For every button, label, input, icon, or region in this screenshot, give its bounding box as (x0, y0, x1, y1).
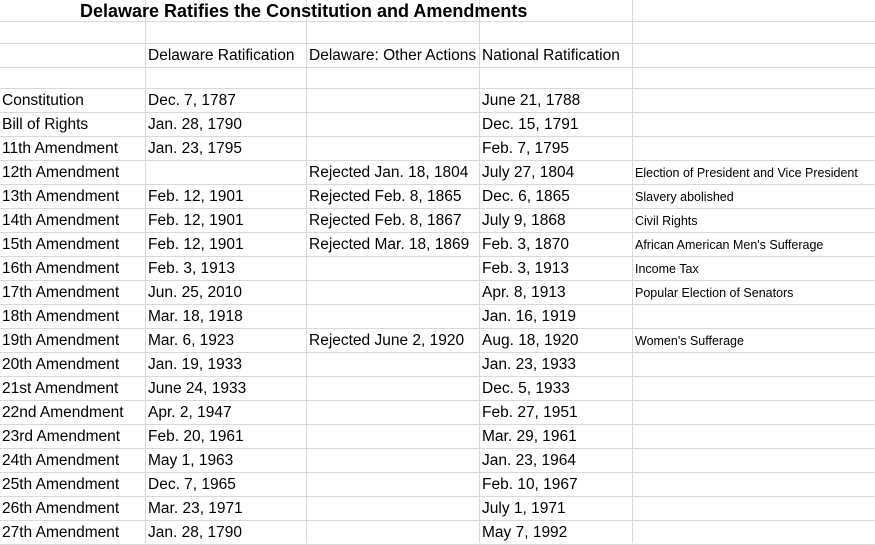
table-cell[interactable]: Feb. 3, 1913 (148, 260, 236, 277)
table-cell[interactable] (309, 521, 479, 544)
table-cell[interactable]: Mar. 6, 1923 (148, 332, 235, 349)
table-cell[interactable]: Apr. 2, 1947 (148, 404, 232, 421)
table-cell[interactable]: Feb. 12, 1901 (148, 188, 244, 205)
table-cell[interactable] (635, 113, 875, 136)
table-cell[interactable] (309, 425, 479, 448)
table-cell[interactable] (309, 497, 479, 520)
table-row (0, 401, 875, 425)
table-cell[interactable]: Rejected June 2, 1920 (309, 332, 465, 349)
table-row (0, 473, 875, 497)
table-cell[interactable] (635, 401, 875, 424)
table-cell[interactable] (635, 137, 875, 160)
table-row (0, 185, 875, 209)
table-cell[interactable]: Mar. 29, 1961 (482, 428, 577, 445)
row-label-cell[interactable]: 20th Amendment (2, 356, 120, 373)
table-cell[interactable] (309, 89, 479, 112)
table-cell[interactable] (309, 449, 479, 472)
table-cell[interactable]: Dec. 5, 1933 (482, 380, 570, 397)
empty-row (0, 68, 875, 89)
table-cell[interactable]: June 21, 1788 (482, 92, 581, 109)
table-cell[interactable]: Mar. 18, 1918 (148, 308, 243, 325)
table-cell[interactable]: Dec. 7, 1787 (148, 92, 236, 109)
header-cell[interactable] (635, 44, 875, 67)
table-cell[interactable] (309, 137, 479, 160)
table-cell[interactable]: Feb. 27, 1951 (482, 404, 578, 421)
table-cell[interactable]: Apr. 8, 1913 (482, 284, 566, 301)
table-cell[interactable]: Dec. 6, 1865 (482, 188, 570, 205)
table-cell[interactable] (635, 473, 875, 496)
table-cell[interactable]: Mar. 23, 1971 (148, 500, 243, 517)
row-label-cell[interactable]: 23rd Amendment (2, 428, 121, 445)
table-row (0, 377, 875, 401)
row-label-cell[interactable]: 12th Amendment (2, 164, 120, 181)
table-cell[interactable] (309, 473, 479, 496)
table-cell[interactable] (309, 377, 479, 400)
table-cell[interactable] (309, 401, 479, 424)
table-cell[interactable]: July 9, 1868 (482, 212, 566, 229)
header-cell[interactable]: Delaware: Other Actions (309, 47, 477, 64)
table-cell[interactable]: Rejected Feb. 8, 1867 (309, 212, 462, 229)
table-cell[interactable]: Jan. 28, 1790 (148, 524, 242, 541)
table-row (0, 137, 875, 161)
table-cell[interactable] (635, 449, 875, 472)
table-cell[interactable] (635, 497, 875, 520)
row-label-cell[interactable]: 15th Amendment (2, 236, 120, 253)
table-cell[interactable]: Feb. 3, 1870 (482, 236, 570, 253)
header-cell[interactable]: Delaware Ratification (148, 47, 295, 64)
row-label-cell[interactable]: 13th Amendment (2, 188, 120, 205)
row-label-cell[interactable]: Bill of Rights (2, 116, 89, 133)
table-row (0, 89, 875, 113)
table-cell[interactable]: July 27, 1804 (482, 164, 575, 181)
table-cell[interactable]: May 1, 1963 (148, 452, 234, 469)
table-cell[interactable]: May 7, 1992 (482, 524, 568, 541)
table-cell[interactable] (309, 113, 479, 136)
table-row (0, 281, 875, 305)
table-cell[interactable]: Feb. 12, 1901 (148, 236, 244, 253)
row-label-cell[interactable]: 11th Amendment (2, 140, 119, 157)
table-row (0, 425, 875, 449)
title-row (0, 0, 875, 22)
row-label-cell[interactable]: 19th Amendment (2, 332, 120, 349)
table-cell[interactable]: Dec. 15, 1791 (482, 116, 579, 133)
table-row (0, 161, 875, 185)
table-cell[interactable]: Feb. 7, 1795 (482, 140, 570, 157)
table-cell[interactable]: Slavery abolished (635, 190, 734, 204)
table-cell[interactable]: Jan. 23, 1933 (482, 356, 576, 373)
row-label-cell[interactable]: 16th Amendment (2, 260, 120, 277)
table-row (0, 497, 875, 521)
row-label-cell[interactable]: 14th Amendment (2, 212, 120, 229)
table-cell[interactable] (309, 353, 479, 376)
row-label-cell[interactable]: Constitution (2, 92, 84, 109)
table-cell[interactable]: Feb. 10, 1967 (482, 476, 578, 493)
table-row (0, 449, 875, 473)
table-cell[interactable]: Rejected Mar. 18, 1869 (309, 236, 470, 253)
table-cell[interactable]: Dec. 7, 1965 (148, 476, 236, 493)
row-label-cell[interactable]: 22nd Amendment (2, 404, 124, 421)
table-row (0, 257, 875, 281)
table-cell[interactable]: Rejected Jan. 18, 1804 (309, 164, 469, 181)
table-cell[interactable] (635, 89, 875, 112)
table-cell[interactable] (309, 281, 479, 304)
table-cell[interactable]: Popular Election of Senators (635, 286, 794, 300)
table-row (0, 329, 875, 353)
row-label-cell[interactable]: 18th Amendment (2, 308, 120, 325)
table-row (0, 353, 875, 377)
table-cell[interactable]: June 24, 1933 (148, 380, 247, 397)
table-cell[interactable] (635, 353, 875, 376)
table-cell[interactable] (635, 425, 875, 448)
table-cell[interactable]: Women's Sufferage (635, 334, 744, 348)
table-row (0, 209, 875, 233)
table-cell[interactable]: Rejected Feb. 8, 1865 (309, 188, 462, 205)
table-row (0, 113, 875, 137)
table-cell[interactable]: Income Tax (635, 262, 699, 276)
table-cell[interactable]: African American Men's Sufferage (635, 238, 824, 252)
table-cell[interactable]: Jun. 25, 2010 (148, 284, 242, 301)
table-cell[interactable] (635, 521, 875, 544)
header-cell[interactable]: National Ratification (482, 47, 620, 64)
row-label-cell[interactable]: 25th Amendment (2, 476, 120, 493)
table-row (0, 305, 875, 329)
header-row (0, 44, 875, 68)
row-label-cell[interactable]: 26th Amendment (2, 500, 120, 517)
row-label-cell[interactable]: 21st Amendment (2, 380, 119, 397)
table-cell[interactable]: Jan. 23, 1964 (482, 452, 576, 469)
table-cell[interactable] (635, 377, 875, 400)
table-cell[interactable]: Feb. 20, 1961 (148, 428, 244, 445)
row-label-cell[interactable]: 27th Amendment (2, 524, 120, 541)
table-cell[interactable]: Jan. 19, 1933 (148, 356, 242, 373)
header-cell[interactable] (2, 44, 145, 67)
table-cell[interactable]: Jan. 28, 1790 (148, 116, 242, 133)
table-row (0, 233, 875, 257)
table-cell[interactable] (148, 161, 305, 184)
row-label-cell[interactable]: 24th Amendment (2, 452, 120, 469)
table-cell[interactable]: July 1, 1971 (482, 500, 566, 517)
table-cell[interactable] (309, 257, 479, 280)
table-cell[interactable]: Election of President and Vice President (635, 166, 858, 180)
empty-row (0, 22, 875, 44)
table-cell[interactable]: Civil Rights (635, 214, 698, 228)
table-cell[interactable]: Feb. 12, 1901 (148, 212, 244, 229)
sheet-title[interactable]: Delaware Ratifies the Constitution and Amendments (80, 1, 528, 21)
table-cell[interactable] (309, 305, 479, 328)
table-row (0, 521, 875, 545)
row-label-cell[interactable]: 17th Amendment (2, 284, 120, 301)
table-cell[interactable] (635, 305, 875, 328)
table-cell[interactable]: Feb. 3, 1913 (482, 260, 570, 277)
table-cell[interactable]: Jan. 23, 1795 (148, 140, 242, 157)
table-cell[interactable]: Jan. 16, 1919 (482, 308, 576, 325)
table-cell[interactable]: Aug. 18, 1920 (482, 332, 579, 349)
